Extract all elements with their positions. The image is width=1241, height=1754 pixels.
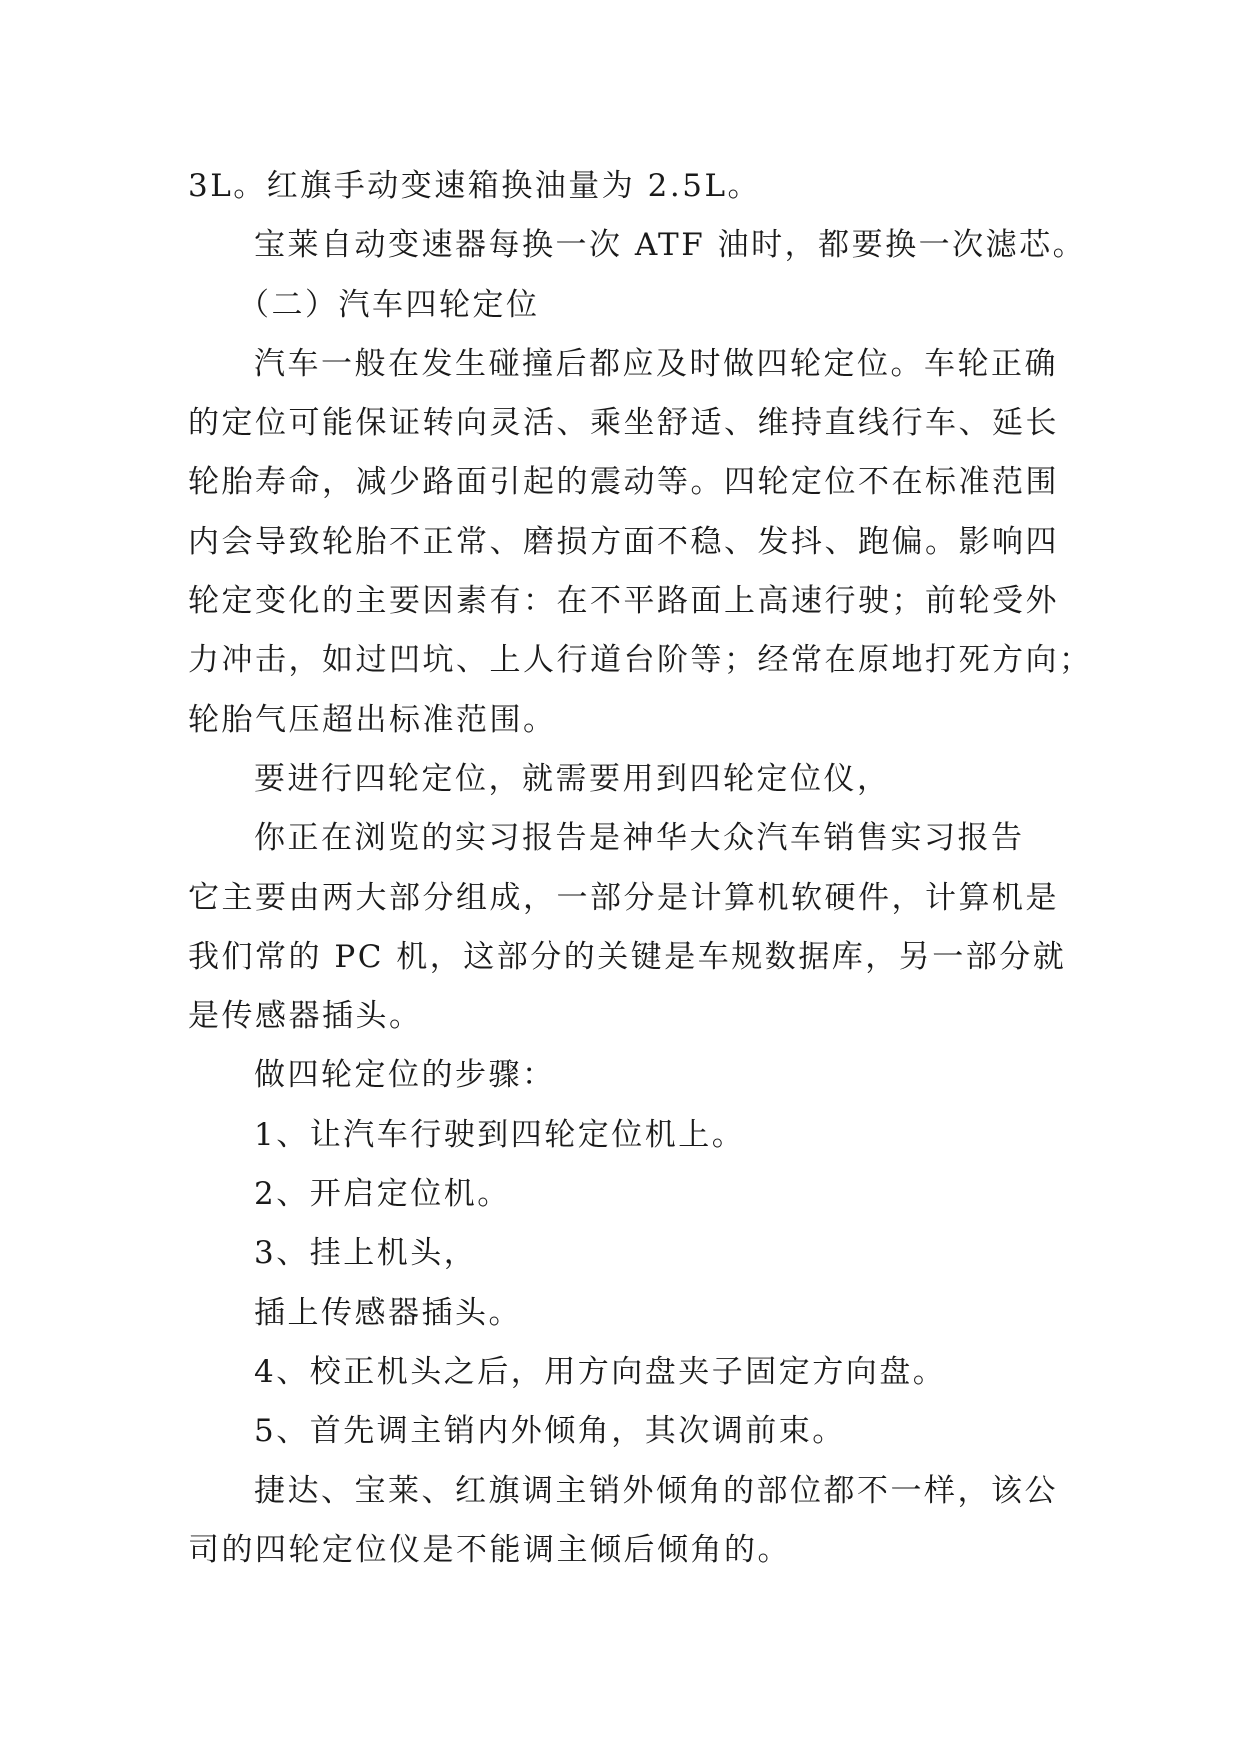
text-line: 汽车一般在发生碰撞后都应及时做四轮定位。车轮正确	[254, 345, 1058, 382]
text-line: 我们常的 PC 机，这部分的关键是车规数据库，另一部分就	[188, 938, 1067, 975]
text-line: 你正在浏览的实习报告是神华大众汽车销售实习报告	[254, 820, 1025, 857]
text-line: 3L。红旗手动变速箱换油量为 2.5L。	[188, 168, 762, 204]
text-line: 轮胎气压超出标准范围。	[188, 701, 557, 738]
text-line: 的定位可能保证转向灵活、乘坐舒适、维持直线行车、延长	[188, 405, 1059, 442]
text-line: 插上传感器插头。	[254, 1294, 522, 1331]
list-item: 4、校正机头之后，用方向盘夹子固定方向盘。	[254, 1353, 947, 1390]
text-line: 做四轮定位的步骤：	[254, 1057, 556, 1094]
text-line: 轮定变化的主要因素有：在不平路面上高速行驶；前轮受外	[188, 583, 1059, 620]
text-line: 轮胎寿命，减少路面引起的震动等。四轮定位不在标准范围	[188, 464, 1059, 501]
text-line: 捷达、宝莱、红旗调主销外倾角的部位都不一样，该公	[254, 1472, 1058, 1509]
list-item: 1、让汽车行驶到四轮定位机上。	[254, 1116, 746, 1153]
list-item: 3、挂上机头，	[254, 1235, 478, 1272]
text-line: 要进行四轮定位，就需要用到四轮定位仪，	[254, 760, 891, 797]
text-line: 司的四轮定位仪是不能调主倾后倾角的。	[188, 1531, 791, 1568]
text-line: 它主要由两大部分组成，一部分是计算机软硬件，计算机是	[188, 879, 1059, 916]
text-line: 宝莱自动变速器每换一次 ATF 油时，都要换一次滤芯。	[254, 227, 1087, 264]
document-body	[188, 157, 1093, 1580]
text-line: 内会导致轮胎不正常、磨损方面不稳、发抖、跑偏。影响四	[188, 523, 1059, 560]
text-line: 力冲击，如过凹坑、上人行道台阶等；经常在原地打死方向；	[188, 642, 1093, 679]
section-heading: （二）汽车四轮定位	[238, 286, 540, 323]
list-item: 5、首先调主销内外倾角，其次调前束。	[254, 1413, 846, 1450]
list-item: 2、开启定位机。	[254, 1176, 511, 1213]
text-line: 是传感器插头。	[188, 998, 423, 1035]
